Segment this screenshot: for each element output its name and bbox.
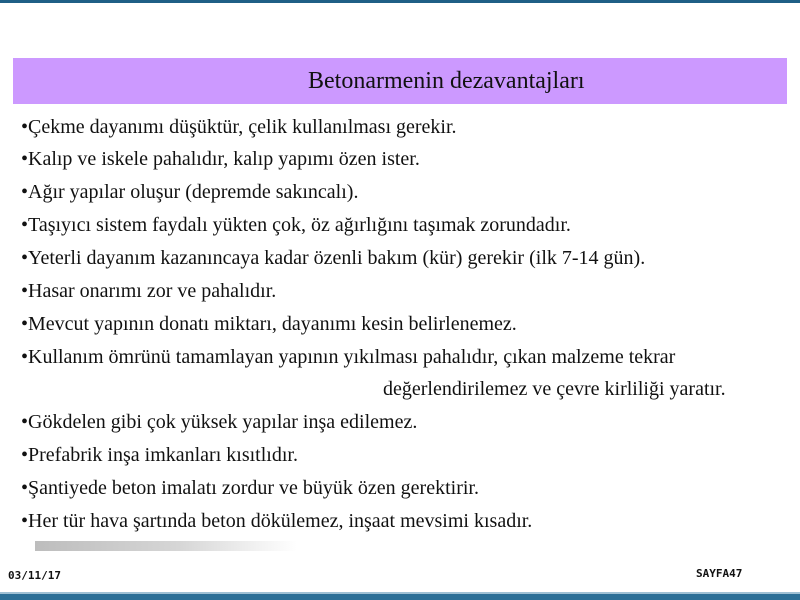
bullet-item: •Prefabrik inşa imkanları kısıtlıdır. xyxy=(21,444,298,466)
bottom-border xyxy=(0,594,800,600)
bullet-item: •Yeterli dayanım kazanıncaya kadar özenli bakım (kür) gerekir (ilk 7-14 gün). xyxy=(21,247,646,269)
bullet-item: •Kalıp ve iskele pahalıdır, kalıp yapımı özen ister. xyxy=(21,148,420,170)
footer-page-number: SAYFA47 xyxy=(696,567,743,580)
bullet-item: •Ağır yapılar oluşur (depremde sakıncalı). xyxy=(21,181,359,203)
slide-title: Betonarmenin dezavantajları xyxy=(308,68,585,94)
bullet-item: •Her tür hava şartında beton dökülemez, inşaat mevsimi kısadır. xyxy=(21,510,533,532)
bullet-item: •Taşıyıcı sistem faydalı yükten çok, öz ağırlığını taşımak zorundadır. xyxy=(21,214,571,236)
bullet-item: •Hasar onarımı zor ve pahalıdır. xyxy=(21,280,277,302)
bullet-item: •Şantiyede beton imalatı zordur ve büyük özen gerektirir. xyxy=(21,477,479,499)
bullet-item: •Mevcut yapının donatı miktarı, dayanımı kesin belirlenemez. xyxy=(21,313,517,335)
bullet-item: •Çekme dayanımı düşüktür, çelik kullanılması gerekir. xyxy=(21,116,457,138)
bullet-item: •Kullanım ömrünü tamamlayan yapının yıkılması pahalıdır, çıkan malzeme tekrar xyxy=(21,346,676,368)
top-border xyxy=(0,0,800,3)
footer-date: 03/11/17 xyxy=(8,569,61,582)
bullet-item-continuation: değerlendirilemez ve çevre kirliliği yaratır. xyxy=(383,378,726,400)
bullet-item: •Gökdelen gibi çok yüksek yapılar inşa edilemez. xyxy=(21,411,418,433)
decorative-gradient-bar xyxy=(35,541,297,551)
